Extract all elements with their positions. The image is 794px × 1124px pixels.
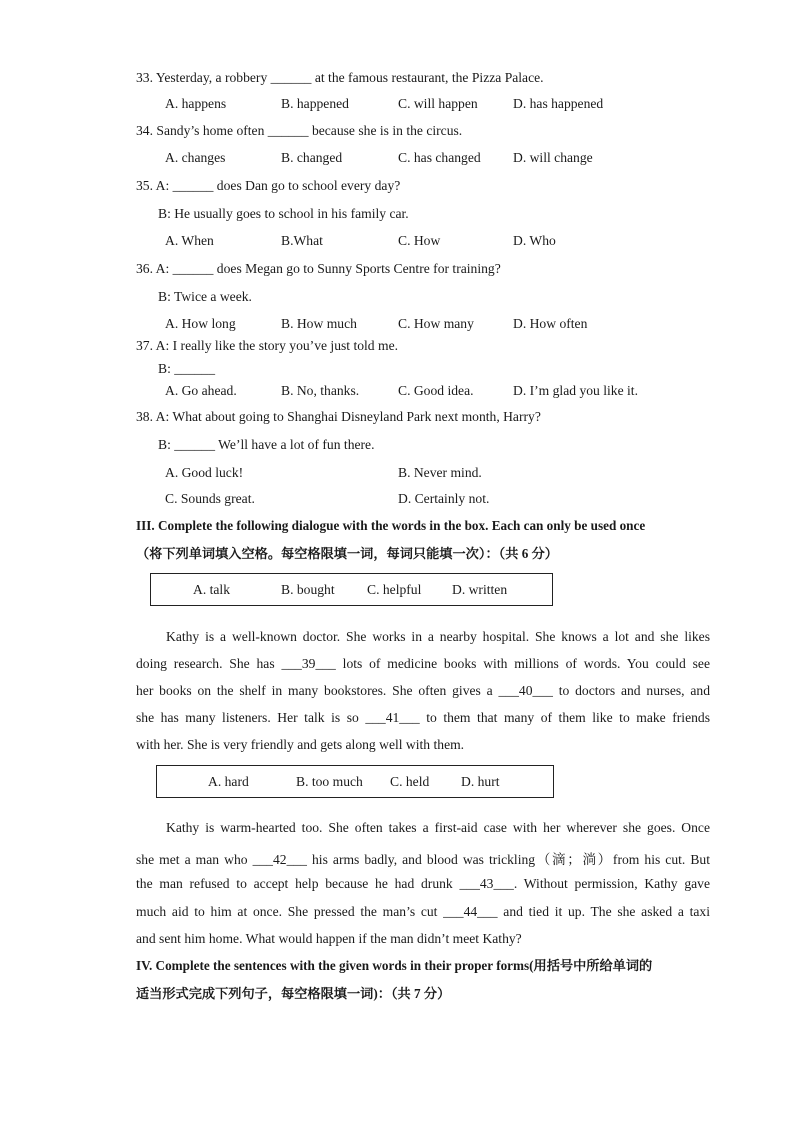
question-34-stem: 34. Sandy’s home often ______ because she is in the circus.: [136, 123, 463, 138]
question-38-reply: B: ______ We’ll have a lot of fun there.: [158, 437, 375, 452]
word-box-2-item: B. too much: [296, 774, 363, 789]
option-c: C. Good idea.: [398, 383, 474, 398]
option-a: A. How long: [165, 316, 236, 331]
option-b: B. changed: [281, 150, 343, 165]
option-d: D. How often: [513, 316, 588, 331]
option-a: A. When: [165, 233, 214, 248]
question-33-stem: 33. Yesterday, a robbery ______ at the famous restaurant, the Pizza Palace.: [136, 70, 544, 85]
option-c: C. How: [398, 233, 441, 248]
question-38-stem: 38. A: What about going to Shanghai Disneyland Park next month, Harry?: [136, 409, 541, 424]
section-4-heading-cn: 适当形式完成下列句子，每空格限填一词)：（共 7 分）: [136, 986, 451, 1001]
question-36-reply: B: Twice a week.: [158, 289, 252, 304]
question-37-reply: B: ______: [158, 361, 216, 376]
passage-line: the man refused to accept help because he had drunk ___43___. Without permission, Kathy gave: [136, 876, 710, 891]
option-a: A. happens: [165, 96, 227, 111]
question-37-stem: 37. A: I really like the story you’ve just told me.: [136, 338, 399, 353]
option-b: B. How much: [281, 316, 357, 331]
option-c: C. Sounds great.: [165, 491, 255, 506]
passage-line: and sent him home. What would happen if the man didn’t meet Kathy?: [136, 931, 522, 946]
word-box-1-item: B. bought: [281, 582, 335, 597]
option-a: A. Good luck!: [165, 465, 244, 480]
word-box-1: [150, 573, 553, 606]
word-box-2: [156, 765, 554, 798]
word-box-2-item: A. hard: [208, 774, 249, 789]
word-box-1-item: C. helpful: [367, 582, 422, 597]
question-36-stem: 36. A: ______ does Megan go to Sunny Sports Centre for training?: [136, 261, 501, 276]
word-box-2-item: D. hurt: [461, 774, 500, 789]
passage-line: her books on the shelf in many bookstores. She often gives a ___40___ to doctors and nurses, and: [136, 683, 710, 698]
option-d: D. I’m glad you like it.: [513, 383, 638, 398]
passage-line: she met a man who ___42___ his arms badly, and blood was trickling（滴；淌）from his cut. But: [136, 852, 710, 867]
option-b: B.What: [281, 233, 323, 248]
passage-line: Kathy is warm-hearted too. She often takes a first-aid case with her wherever she goes. Once: [166, 820, 710, 835]
word-box-2-item: C. held: [390, 774, 430, 789]
option-b: B. No, thanks.: [281, 383, 360, 398]
option-c: C. has changed: [398, 150, 481, 165]
question-35-reply: B: He usually goes to school in his family car.: [158, 206, 409, 221]
question-35-stem: 35. A: ______ does Dan go to school every day?: [136, 178, 401, 193]
word-box-1-item: A. talk: [193, 582, 230, 597]
option-a: A. Go ahead.: [165, 383, 237, 398]
passage-line: Kathy is a well-known doctor. She works in a nearby hospital. She knows a lot and she likes: [166, 629, 710, 644]
option-d: D. will change: [513, 150, 593, 165]
passage-line: much aid to him at once. She pressed the man’s cut ___44___ and tied it up. The she asked a taxi: [136, 904, 710, 919]
option-c: C. will happen: [398, 96, 478, 111]
option-d: D. Certainly not.: [398, 491, 490, 506]
option-a: A. changes: [165, 150, 226, 165]
passage-line: she has many listeners. Her talk is so ___41___ to them that many of them like to make friends: [136, 710, 710, 725]
passage-line: doing research. She has ___39___ lots of medicine books with millions of words. You could see: [136, 656, 710, 671]
section-3-heading-cn: （将下列单词填入空格。每空格限填一词，每词只能填一次）：（共 6 分）: [136, 546, 558, 561]
option-b: B. happened: [281, 96, 349, 111]
section-3-heading: III. Complete the following dialogue with the words in the box. Each can only be used once: [136, 518, 646, 533]
passage-line: with her. She is very friendly and gets along well with them.: [136, 737, 465, 752]
option-d: D. has happened: [513, 96, 604, 111]
option-c: C. How many: [398, 316, 474, 331]
section-4-heading: IV. Complete the sentences with the given words in their proper forms(用括号中所给单词的: [136, 958, 653, 973]
option-d: D. Who: [513, 233, 556, 248]
word-box-1-item: D. written: [452, 582, 508, 597]
option-b: B. Never mind.: [398, 465, 482, 480]
